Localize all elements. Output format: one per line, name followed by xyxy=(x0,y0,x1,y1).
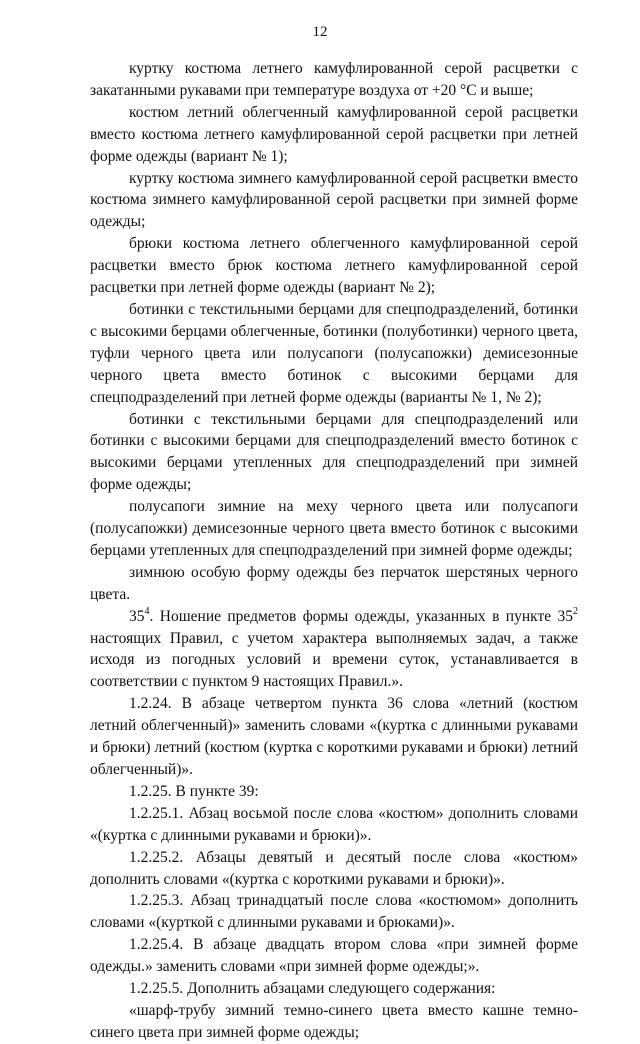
paragraph-winter-special-uniform: зимнюю особую форму одежды без перчаток шерстяных черного цвета. xyxy=(90,563,578,603)
document-body xyxy=(90,58,578,1044)
paragraph-summer-boots: ботинки с текстильными берцами для спецподразделений, ботинки с высокими берцами облегченные, ботинки (полуботинки) черного цвета, туфли черного цвета или полусапоги (полусапожки) демисезонные черного цвета вместо ботинок с высокими берцами для спецподразделений при летней форме одежды (варианты № 1, № 2); xyxy=(90,300,578,406)
item-text-start: . Ношение предметов формы одежды, указанных в пункте 35 xyxy=(149,607,573,625)
item-number: 35 xyxy=(129,607,145,625)
paragraph-winter-half-boots: полусапоги зимние на меху черного цвета или полусапоги (полусапожки) демисезонные черного цвета вместо ботинок с высокими берцами утепленных для спецподразделений при зимней форме одежды; xyxy=(90,498,578,559)
paragraph-summer-light-suit: костюм летний облегченный камуфлированной серой расцветки вместо костюма летнего камуфлированной серой расцветки при летней форме одежды (вариант № 1); xyxy=(90,103,578,165)
item-number-superscript: 4 xyxy=(144,605,150,617)
page-number: 12 xyxy=(312,24,328,40)
item-text-end: настоящих Правил, с учетом характера выполняемых задач, а также исходя из погодных условий и времени суток, устанавливается в соответствии с пунктом 9 настоящих Правил.». xyxy=(90,629,578,691)
paragraph-1-2-25-1: 1.2.25.1. Абзац восьмой после слова «костюм» дополнить словами «(куртка с длинными рукавами и брюки)». xyxy=(90,804,578,844)
paragraph-winter-jacket: куртку костюма зимнего камуфлированной серой расцветки вместо костюма зимнего камуфлированной серой расцветки при зимней форме одежды; xyxy=(90,169,578,231)
paragraph-1-2-25-2: 1.2.25.2. Абзацы девятый и десятый после слова «костюм» дополнить словами «(куртка с короткими рукавами и брюки)». xyxy=(90,848,578,888)
paragraph-1-2-25-3: 1.2.25.3. Абзац тринадцатый после слова «костюмом» дополнить словами «(курткой с длинными рукавами и брюками)». xyxy=(90,892,578,932)
paragraph-scarf-tube: «шарф-трубу зимний темно-синего цвета вместо кашне темно-синего цвета при зимней форме одежды; xyxy=(90,1001,578,1041)
paragraph-1-2-25: 1.2.25. В пункте 39: xyxy=(129,782,259,800)
reference-superscript: 2 xyxy=(573,605,578,617)
paragraph-winter-boots: ботинки с текстильными берцами для спецподразделений или ботинки с высокими берцами для спецподразделений вместо ботинок с высокими берцами утепленных для спецподразделений при зимней форме одежды; xyxy=(90,410,578,494)
paragraph-1-2-25-4: 1.2.25.4. В абзаце двадцать втором слова «при зимней форме одежды.» заменить словами «при зимней форме одежды;». xyxy=(90,936,578,976)
paragraph-summer-trousers: брюки костюма летнего облегченного камуфлированной серой расцветки вместо брюк костюма летнего камуфлированной серой расцветки при летней форме одежды (вариант № 2); xyxy=(90,235,578,297)
paragraph-item-35-4 xyxy=(90,606,578,694)
paragraph-jacket-rolled-sleeves: куртку костюма летнего камуфлированной серой расцветки с закатанными рукавами при температуре воздуха от +20 °С и выше; xyxy=(90,60,578,99)
paragraph-1-2-25-5: 1.2.25.5. Дополнить абзацами следующего содержания: xyxy=(129,980,496,998)
paragraph-1-2-24: 1.2.24. В абзаце четвертом пункта 36 слова «летний (костюм летний облегченный)» заменить словами «(куртка с длинными рукавами и брюки) летний (костюм (куртка с короткими рукавами и брюки) летний облегченный)». xyxy=(90,695,578,778)
